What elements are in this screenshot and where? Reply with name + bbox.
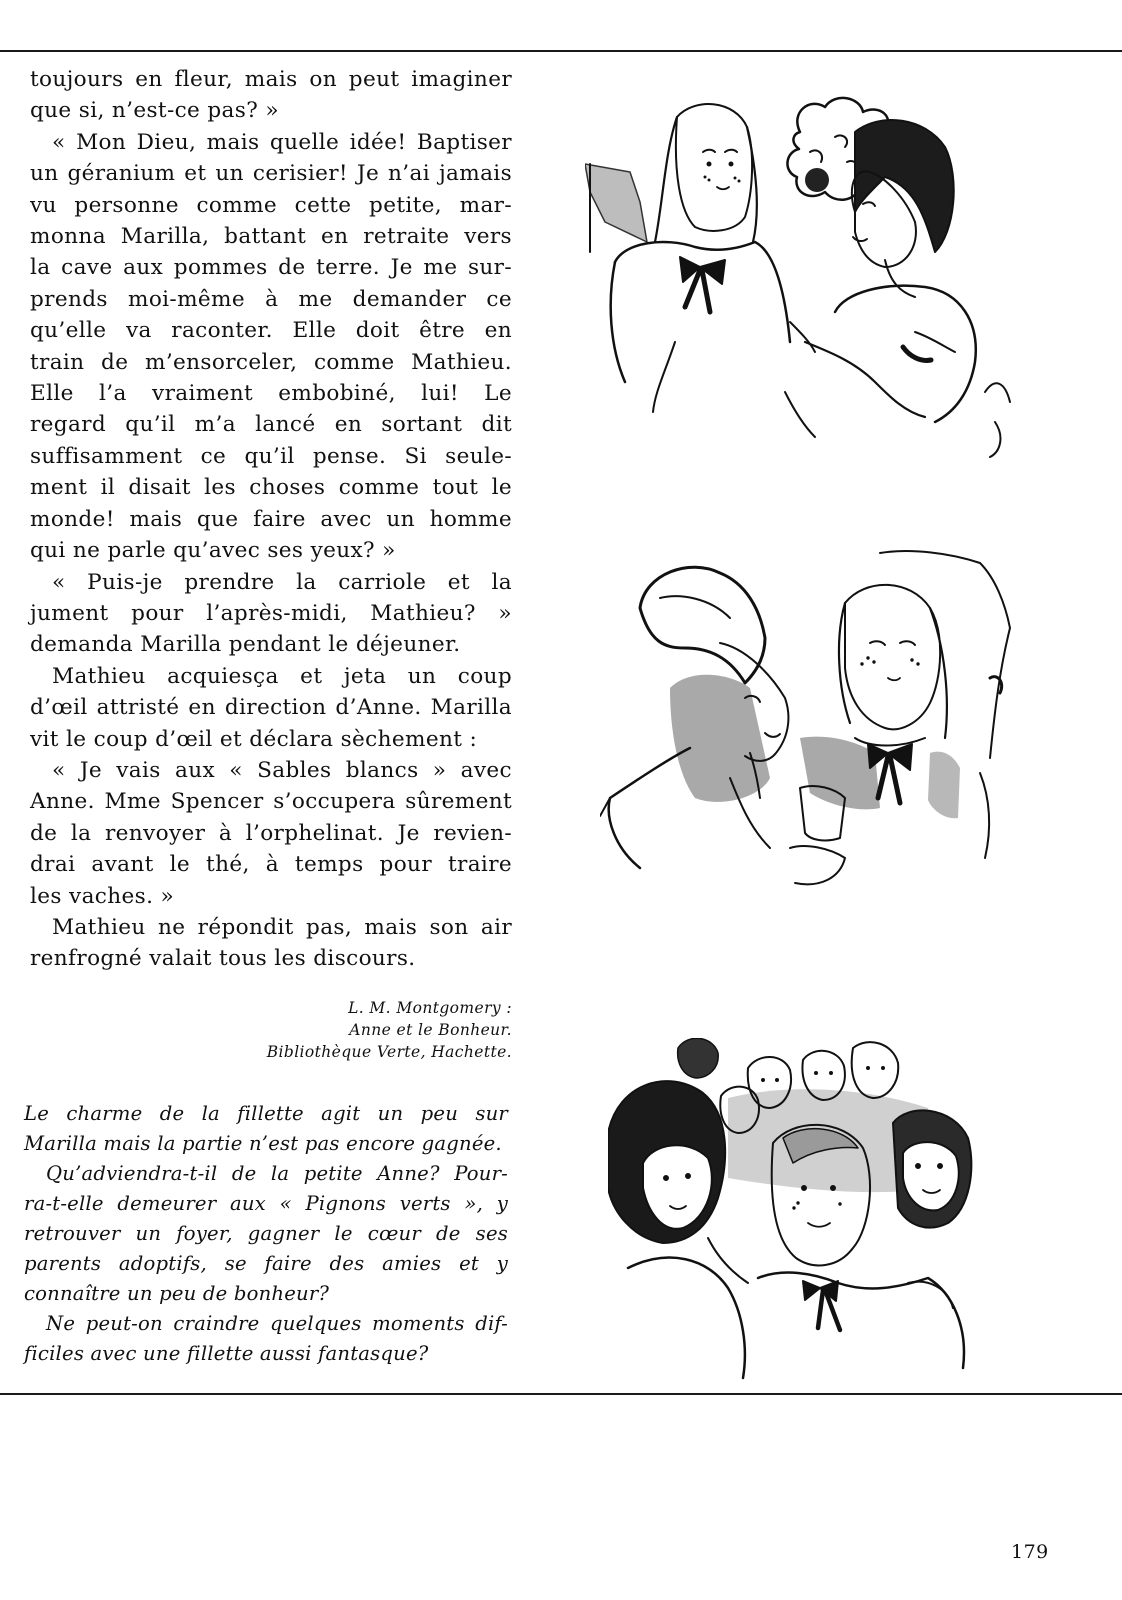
commentary-paragraph-3 xyxy=(24,1309,508,1369)
text-line: Mathieu ne répondit pas, mais son air xyxy=(52,914,512,940)
italic-line: ficiles avec une fillette aussi fantasque? xyxy=(24,1342,429,1365)
text-line: regard qu’il m’a lancé en sortant dit xyxy=(30,412,512,438)
paragraph-2 xyxy=(30,127,512,567)
text-line: toujours en fleur, mais on peut imaginer xyxy=(30,67,512,92)
text-line: vit le coup d’œil et déclara sèchement : xyxy=(30,726,478,752)
text-line: Elle l’a vraiment embobiné, lui! Le xyxy=(30,381,512,407)
italic-line: Ne peut-on craindre quelques moments dif- xyxy=(46,1312,508,1335)
commentary-paragraph-1 xyxy=(24,1099,508,1159)
text-line: Anne. Mme Spencer s’occupera sûrement xyxy=(30,789,512,815)
main-text-column xyxy=(30,64,512,1063)
italic-line: Le charme de la fillette agit un peu sur xyxy=(24,1102,508,1125)
text-line: monna Marilla, battant en retraite vers xyxy=(30,224,512,250)
commentary-paragraph-2 xyxy=(24,1159,508,1309)
italic-line: connaître un peu de bonheur? xyxy=(24,1282,330,1305)
text-line: jument pour l’après-midi, Mathieu? » xyxy=(30,600,512,626)
text-line: ment il disait les choses comme tout le xyxy=(30,475,512,501)
italic-line: retrouver un foyer, gagner le cœur de ses xyxy=(24,1222,508,1245)
illustration-group-of-girls xyxy=(608,1038,978,1383)
text-line: demanda Marilla pendant le déjeuner. xyxy=(30,632,461,658)
paragraph-5 xyxy=(30,755,512,912)
text-line: prends moi-même à me demander ce xyxy=(30,286,512,312)
text-line: que si, n’est-ce pas? » xyxy=(30,98,279,124)
text-line: « Mon Dieu, mais quelle idée! Baptiser xyxy=(52,129,512,155)
attribution-title: Anne et le Bonheur. xyxy=(349,1020,512,1039)
italic-line: parents adoptifs, se faire des amies et y xyxy=(24,1252,508,1275)
bottom-rule xyxy=(0,1393,1122,1395)
text-line: « Puis-je prendre la carriole et la xyxy=(52,569,512,595)
illustration-woman-and-girl xyxy=(600,548,1025,896)
text-line: renfrogné valait tous les discours. xyxy=(30,946,416,972)
attribution-author: L. M. Montgomery : xyxy=(348,998,512,1017)
source-attribution xyxy=(30,997,512,1063)
text-line: d’œil attristé en direction d’Anne. Marilla xyxy=(30,695,512,721)
text-line: qu’elle va raconter. Elle doit être en xyxy=(30,318,512,344)
text-line: Mathieu acquiesça et jeta un coup xyxy=(52,663,512,689)
italic-line: ra-t-elle demeurer aux « Pignons verts », y xyxy=(24,1192,508,1215)
text-line: drai avant le thé, à temps pour traire xyxy=(30,852,512,878)
text-line: vu personne comme cette petite, mar- xyxy=(30,192,512,218)
text-line: monde! mais que faire avec un homme xyxy=(30,506,512,532)
paragraph-3 xyxy=(30,567,512,661)
text-line: « Je vais aux « Sables blancs » avec xyxy=(52,757,512,783)
text-line: les vaches. » xyxy=(30,883,175,909)
paragraph-6 xyxy=(30,912,512,975)
illustration-two-girls xyxy=(585,92,1015,472)
commentary-column xyxy=(24,1099,508,1369)
page-number: 179 xyxy=(1011,1541,1049,1563)
text-line: de la renvoyer à l’orphelinat. Je revien- xyxy=(30,820,512,846)
top-rule xyxy=(0,50,1122,52)
paragraph-4 xyxy=(30,661,512,755)
text-line: la cave aux pommes de terre. Je me sur- xyxy=(30,255,512,281)
paragraph-1 xyxy=(30,64,512,127)
attribution-publisher: Bibliothèque Verte, Hachette. xyxy=(266,1042,512,1061)
italic-line: Qu’adviendra-t-il de la petite Anne? Pour- xyxy=(46,1162,508,1185)
text-line: un géranium et un cerisier! Je n’ai jamais xyxy=(30,161,512,187)
italic-line: Marilla mais la partie n’est pas encore gagnée. xyxy=(24,1132,502,1155)
text-line: suffisamment ce qu’il pense. Si seule- xyxy=(30,443,512,469)
text-line: qui ne parle qu’avec ses yeux? » xyxy=(30,538,396,564)
text-line: train de m’ensorceler, comme Mathieu. xyxy=(30,349,512,375)
